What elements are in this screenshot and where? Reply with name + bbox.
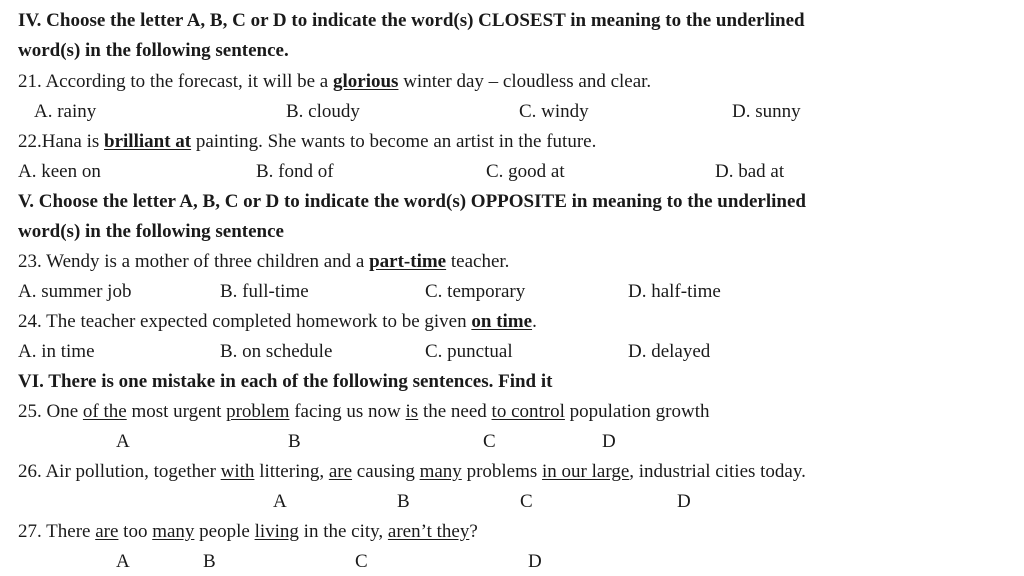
q27-label-a: A [116, 551, 130, 572]
question-24-text-post: . [532, 311, 537, 332]
q22-option-b[interactable]: B. fond of [256, 161, 334, 182]
q22-option-a[interactable]: A. keen on [18, 161, 101, 182]
q25-label-d: D [602, 431, 616, 452]
question-26-text-3: causing [352, 461, 420, 482]
question-23-underlined-word: part-time [369, 251, 447, 272]
q23-option-d[interactable]: D. half-time [628, 281, 721, 302]
q24-option-b[interactable]: B. on schedule [220, 341, 333, 362]
question-21 [18, 71, 651, 93]
question-25-text-2: most urgent [126, 401, 227, 422]
q21-option-b[interactable]: B. cloudy [286, 101, 360, 122]
q27-label-d: D [528, 551, 542, 572]
q24-option-d[interactable]: D. delayed [628, 341, 711, 362]
question-26 [18, 461, 806, 483]
question-21-text-pre: 21. According to the forecast, it will be a [18, 71, 333, 92]
question-27-part-a[interactable]: are [95, 521, 119, 542]
question-25 [18, 401, 710, 423]
question-23-text-post: teacher. [446, 251, 510, 272]
section-v-heading-line1: V. Choose the letter A, B, C or D to indicate the word(s) OPPOSITE in meaning to the underlined [18, 191, 806, 212]
q26-label-a: A [273, 491, 287, 512]
question-26-part-a[interactable]: with [220, 461, 255, 482]
question-22-text-pre: 22.Hana is [18, 131, 105, 152]
question-23 [18, 251, 509, 273]
question-26-text-1: 26. Air pollution, together [18, 461, 221, 482]
question-27-text-2: too [118, 521, 153, 542]
question-26-text-2: littering, [254, 461, 329, 482]
q21-option-c[interactable]: C. windy [519, 101, 589, 122]
question-27-text-3: people [194, 521, 255, 542]
q23-option-b[interactable]: B. full-time [220, 281, 309, 302]
q23-option-a[interactable]: A. summer job [18, 281, 132, 302]
question-27-part-c[interactable]: living [254, 521, 299, 542]
question-25-text-1: 25. One [18, 401, 83, 422]
section-v-heading-line2: word(s) in the following sentence [18, 221, 284, 242]
question-22-underlined-word: brilliant at [104, 131, 192, 152]
question-25-part-b[interactable]: problem [226, 401, 290, 422]
question-26-text-4: problems [461, 461, 543, 482]
q22-option-d[interactable]: D. bad at [715, 161, 785, 182]
q27-label-b: B [203, 551, 216, 572]
question-27-text-4: in the city, [298, 521, 388, 542]
q25-label-a: A [116, 431, 130, 452]
question-27-part-b[interactable]: many [152, 521, 195, 542]
q24-option-a[interactable]: A. in time [18, 341, 95, 362]
question-24-text-pre: 24. The teacher expected completed homework to be given [18, 311, 472, 332]
question-25-part-a[interactable]: of the [82, 401, 127, 422]
q26-label-d: D [677, 491, 691, 512]
question-27-text-5: ? [469, 521, 478, 542]
question-26-text-5: , industrial cities today. [629, 461, 806, 482]
q23-option-c[interactable]: C. temporary [425, 281, 526, 302]
q26-label-c: C [520, 491, 533, 512]
question-24-underlined-word: on time [471, 311, 533, 332]
question-23-text-pre: 23. Wendy is a mother of three children and a [18, 251, 370, 272]
section-iv-heading-line1: IV. Choose the letter A, B, C or D to indicate the word(s) CLOSEST in meaning to the underlined [18, 10, 805, 31]
q24-option-c[interactable]: C. punctual [425, 341, 513, 362]
question-22-text-post: painting. She wants to become an artist in the future. [191, 131, 597, 152]
q22-option-c[interactable]: C. good at [486, 161, 565, 182]
section-iv-heading-line2: word(s) in the following sentence. [18, 40, 289, 61]
question-25-text-3: facing us now [289, 401, 406, 422]
question-27-text-1: 27. There [18, 521, 96, 542]
question-25-text-4: the need [418, 401, 492, 422]
question-25-text-5: population growth [564, 401, 710, 422]
question-26-part-c[interactable]: many [419, 461, 462, 482]
question-21-underlined-word: glorious [333, 71, 399, 92]
question-22 [18, 131, 596, 153]
q27-label-c: C [355, 551, 368, 572]
section-vi-heading: VI. There is one mistake in each of the following sentences. Find it [18, 371, 553, 392]
question-27-part-d[interactable]: aren’t they [387, 521, 470, 542]
question-26-part-d[interactable]: in our large [542, 461, 630, 482]
q21-option-d[interactable]: D. sunny [732, 101, 801, 122]
q25-label-c: C [483, 431, 496, 452]
q21-option-a[interactable]: A. rainy [34, 101, 97, 122]
q25-label-b: B [288, 431, 301, 452]
question-25-part-d[interactable]: to control [491, 401, 565, 422]
question-21-text-post: winter day – cloudless and clear. [398, 71, 652, 92]
question-26-part-b[interactable]: are [328, 461, 353, 482]
question-25-part-c[interactable]: is [405, 401, 419, 422]
q26-label-b: B [397, 491, 410, 512]
question-27 [18, 521, 478, 543]
question-24 [18, 311, 537, 333]
